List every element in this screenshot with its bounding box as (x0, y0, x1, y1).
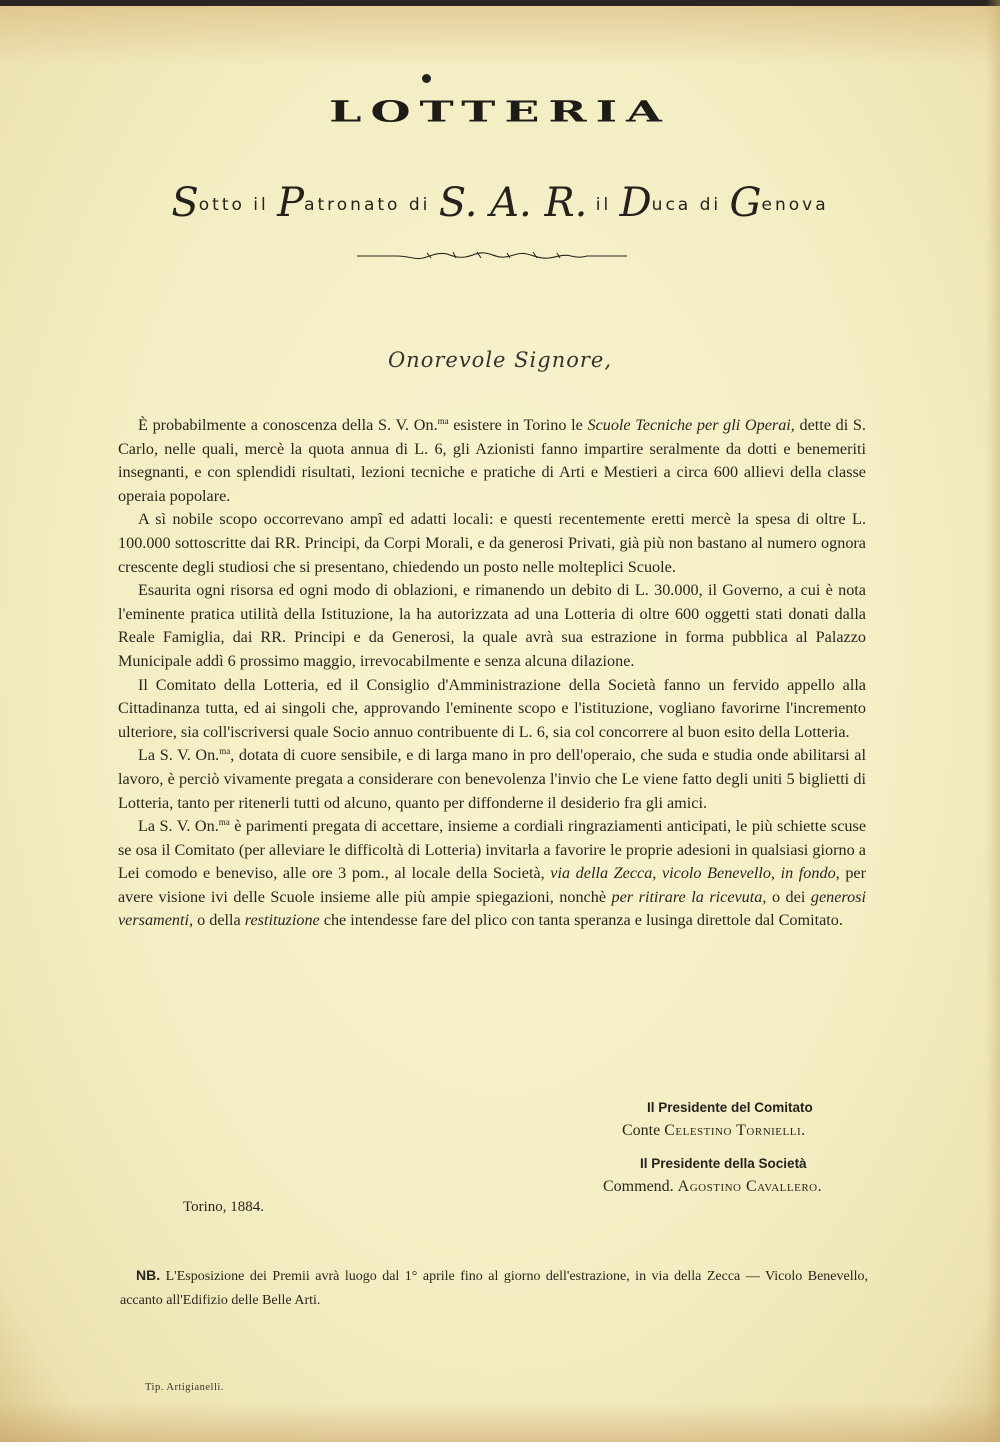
paragraph-5: La S. V. On.$^{ma}$, dotata di cuore sensibile, e di larga mano in pro dell'operaio, che suda e studia onde abilitarsi al lavoro, è perciò vivamente pregata a considerare con benevolenza l'invio che Le viene fatto degli uniti 5 biglietti di Lotteria, tanto per ritenerli tutti od alcuno, quanto per diffonderne il desiderio fra gli amici. (118, 746, 866, 812)
signature-name-comitato: Conte Celestino Tornielli. (622, 1122, 806, 1139)
paragraph-6: La S. V. On.$^{ma}$ è parimenti pregata di accettare, insieme a cordiali ringraziamenti anticipati, le più schiette scuse se osa il Comitato (per alleviare le difficoltà di Lotteria) invitarla a favorire le proprie adesioni in qualsiasi giorno a Lei comodo e beneviso, alle ore 3 pom., al locale della Società, via della Zecca, vicolo Benevello, in fondo, per avere visione ivi delle Scuole insieme alle più ampie spiegazioni, nonchè per ritirare la ricevuta, o dei generosi versamenti, o della restituzione che intendesse fare del plico con tanta speranza e lusinga direttole dal Comitato. (118, 817, 866, 930)
place-date: Torino, 1884. (183, 1199, 265, 1215)
patronage-text-6: enova (761, 195, 829, 215)
salutation: Onorevole Signore, (387, 348, 613, 372)
printer-imprint: Tip. Artigianelli. (145, 1382, 224, 1393)
signature-label-societa: Il Presidente della Società (640, 1156, 807, 1171)
paragraph-4: Il Comitato della Lotteria, ed il Consiglio d'Amministrazione della Società fanno un fervido appello alla Cittadinanza tutta, ed ai singoli che, approvando l'eminente scopo e l'istituzione, vogliano favorirne l'incremento ulteriore, sia coll'iscriversi quale Socio annuo contribuente di L. 6, sia col concorrere al buon esito della Lotteria. (118, 675, 866, 741)
paper-stain-bottom (0, 1402, 1000, 1442)
patronage-line (0, 180, 1000, 226)
signature-label-comitato: Il Presidente del Comitato (647, 1100, 813, 1115)
patronage-cap-2: P (277, 180, 305, 226)
patronage-text-5: uca di (651, 195, 730, 215)
patronage-text-1: otto il (198, 195, 278, 215)
signature-name-societa: Commend. Agostino Cavallero. (603, 1178, 823, 1195)
ornament-divider (357, 248, 627, 264)
patronage-text-2: atronato di (304, 195, 439, 215)
patronage-royal: S. A. R. (438, 180, 588, 226)
document-title: LOTTERIA (329, 95, 671, 129)
paragraph-3: Esaurita ogni risorsa ed ogni modo di oblazioni, e rimanendo un debito di L. 30.000, il Governo, a cui è nota l'eminente pratica utilità della Istituzione, la ha autorizzata ad una Lotteria di oltre 600 oggetti stati donati dalla Reale Famiglia, dai RR. Principi e da Generosi, la quale avrà sua estrazione in forma pubblica al Palazzo Municipale addì 6 prossimo maggio, irrevocabilmente e senza alcuna dilazione. (118, 581, 866, 670)
letter-body (118, 414, 866, 933)
patronage-cap-5: D (619, 180, 652, 226)
ink-dot (422, 74, 431, 83)
patronage-text-4: il (587, 195, 620, 215)
paper-stain-top (0, 6, 1000, 66)
nota-bene: NB. L'Esposizione dei Premii avrà luogo dal 1° aprile fino al giorno dell'estrazione, in via della Zecca — Vicolo Benevello, accanto all'Edifizio delle Belle Arti. (120, 1267, 868, 1308)
paragraph-1: È probabilmente a conoscenza della S. V. On.$^{ma}$ esistere in Torino le Scuole Tecniche per gli Operai, dette di S. Carlo, nelle quali, mercè la quota annua di L. 6, gli Azionisti fanno impartire seralmente da dotti e benemeriti insegnanti, e con splendidi risultati, lezioni tecniche e pratiche di Arti e Mestieri a circa 600 allievi della classe operaia popolare. (118, 416, 866, 505)
patronage-cap-1: S (171, 180, 199, 226)
paragraph-2: A sì nobile scopo occorrevano ampî ed adatti locali: e questi recentemente eretti mercè la spesa di oltre L. 100.000 sottoscritte dai RR. Principi, da Corpi Morali, e da generosi Privati, già più non bastano al numero ognora crescente degli studiosi che si presentano, chiedendo un posto nelle molteplici Scuole. (118, 510, 866, 576)
patronage-cap-6: G (729, 180, 762, 226)
